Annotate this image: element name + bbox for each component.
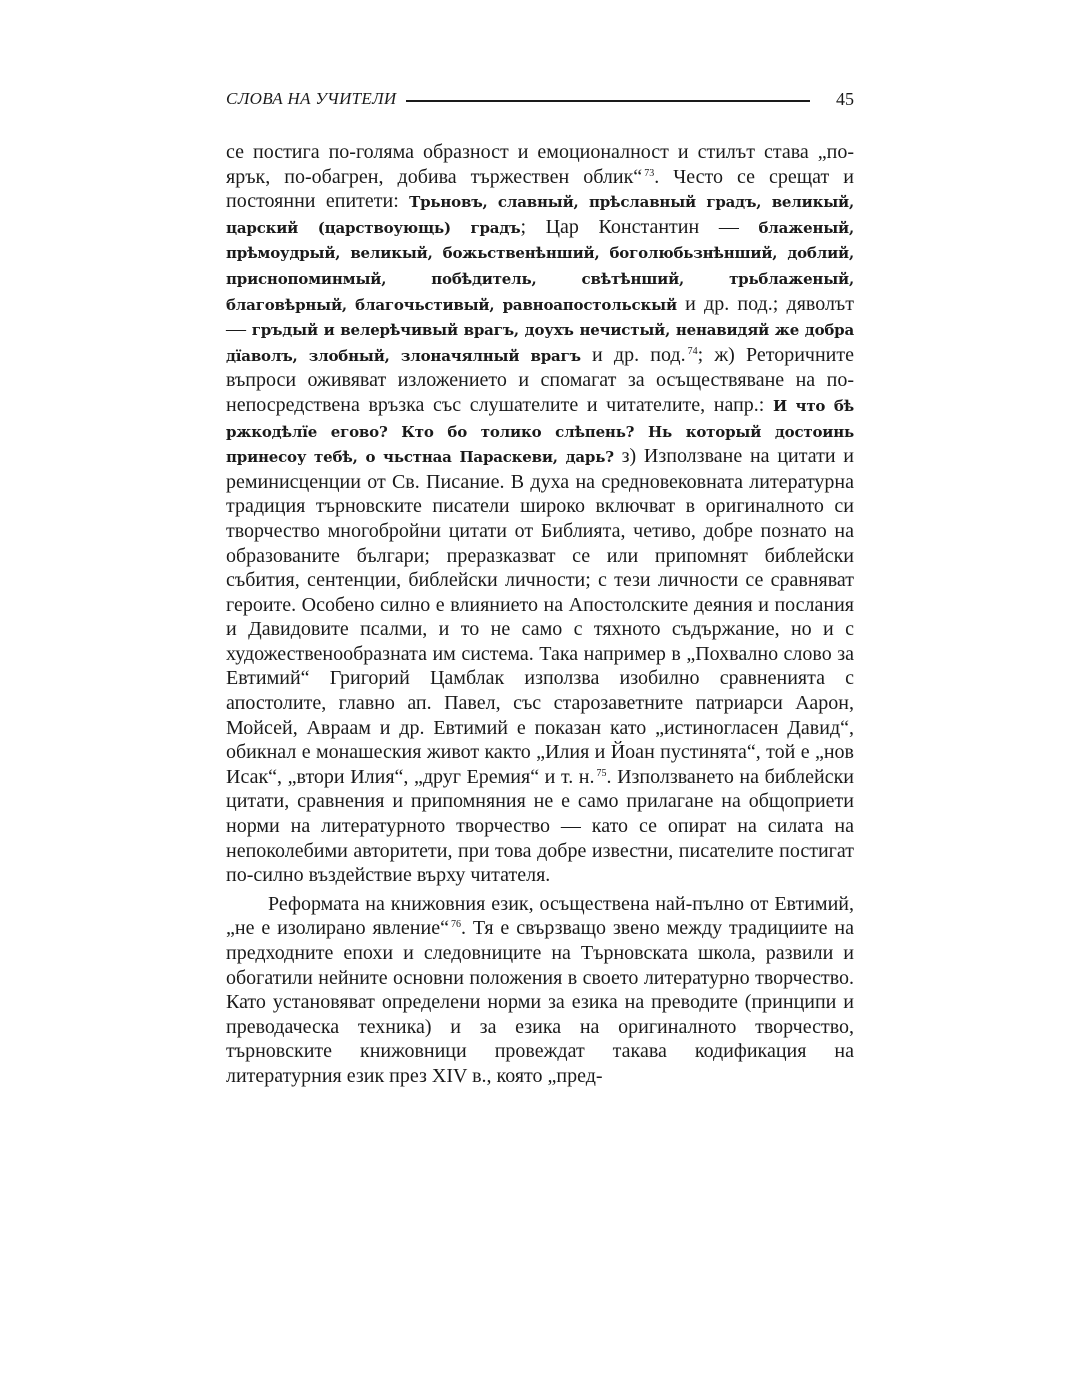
text-run: . Използването на библейски цитати, сравнения и припомняния не е само прилагане на общоприети норми на литературното творчество — като се опират на силата на непоколебими авторитети, при това добре известни, писателите постигат по-силно въздействие върху читателя. <box>226 765 854 887</box>
text-run: се постига по-голяма образност и емоционалност и стилът става „по-ярък, по-обагрен, добива тържествен облик“ <box>226 141 854 188</box>
text-run: и др. под.; дяволът — <box>226 292 854 341</box>
paragraph-2 <box>226 892 854 1089</box>
text-run: ; Цар Константин — <box>520 215 759 238</box>
footnote-ref-75: 75 <box>596 767 607 779</box>
text-run: з) Използване на цитати и реминисценции от Св. Писание. В духа на средновековната литературна традиция търновските писатели широко включват в оригиналното си творчество многобройни цитати от Библията, четиво, добре познато на образованите българи; преразказват се или припомнят библейски събития, сентенции, библейски личности; с тези личности се сравняват героите. Особено силно е влиянието на Апостолските деяния и послания и Давидовите псалми, и то не само с тяхното съдържание, но и с художественообразната им система. Така например в „Похвално слово за Евтимий“ Григорий Цамблак използва изобилно сравненията с апостолите, главно ап. Павел, със старозаветните патриарси Аарон, Мойсей, Авраам и др. Евтимий е показан като „истиногласен Давид“, обикнал е монашеския живот както „Илия и Йоан пустинята“, той е „нов Исак“, „втори Илия“, „друг Еремия“ и т. н. <box>226 445 854 788</box>
footnote-ref-73: 73 <box>644 167 655 179</box>
footnote-ref-76: 76 <box>450 919 461 931</box>
page-number: 45 <box>836 88 854 109</box>
running-header <box>226 86 854 112</box>
text-run: . Тя е свързващо звено между традициите на предходните епохи и следовниците на Търновската школа, развили и обогатили нейните основни положения в своето литературно творчество. Като установяват определени норми за езика на преводите (принципи и преводаческа техника) и за езика на оригиналното творчество, търновските книжовници провеждат такава кодификация на литературния език през XIV в., която „пред- <box>226 917 854 1087</box>
old-church-slavonic-quote: И что бѣ ржкодѣлїе егово? Кто бо толико слѣпень? Нь который достоинь принесоу тебѣ, о чьстнаа Параскеви, дарь? <box>226 396 854 467</box>
paragraph-1 <box>226 140 854 888</box>
body-text <box>226 140 854 1089</box>
header-rule <box>406 100 810 102</box>
old-church-slavonic-quote: блаженый, прѣмоудрый, великый, божьственѣнший, боголюбьзнѣнший, доблий, приснопоминмый, побѣдитель, свѣтѣнший, трьблаженый, благовѣрный, благочьстивый, равноапостольскый <box>226 218 855 314</box>
text-run: ; ж) Реторичните въпроси оживяват изложението и спомагат за осъществяване на по-непосредствена връзка със слушателите и читателите, напр.: <box>226 343 854 416</box>
footnote-ref-74: 74 <box>687 345 698 357</box>
text-run: . Често се срещат и постоянни епитети: <box>226 165 854 213</box>
text-run: Реформата на книжовния език, осъществена най-пълно от Евтимий, „не е изолирано явление“ <box>226 892 854 940</box>
old-church-slavonic-quote: Трьновъ, славный, прѣславный градъ, великый, царский (царствоующь) градъ <box>226 193 854 237</box>
running-title: СЛОВА НА УЧИТЕЛИ <box>226 89 397 108</box>
old-church-slavonic-quote: гръдый и велерѣчивый врагъ, доухъ нечистый, ненавидяй же добра дїаволъ, злобный, злоначялный врагъ <box>226 321 854 365</box>
text-run: и др. под. <box>580 343 686 366</box>
